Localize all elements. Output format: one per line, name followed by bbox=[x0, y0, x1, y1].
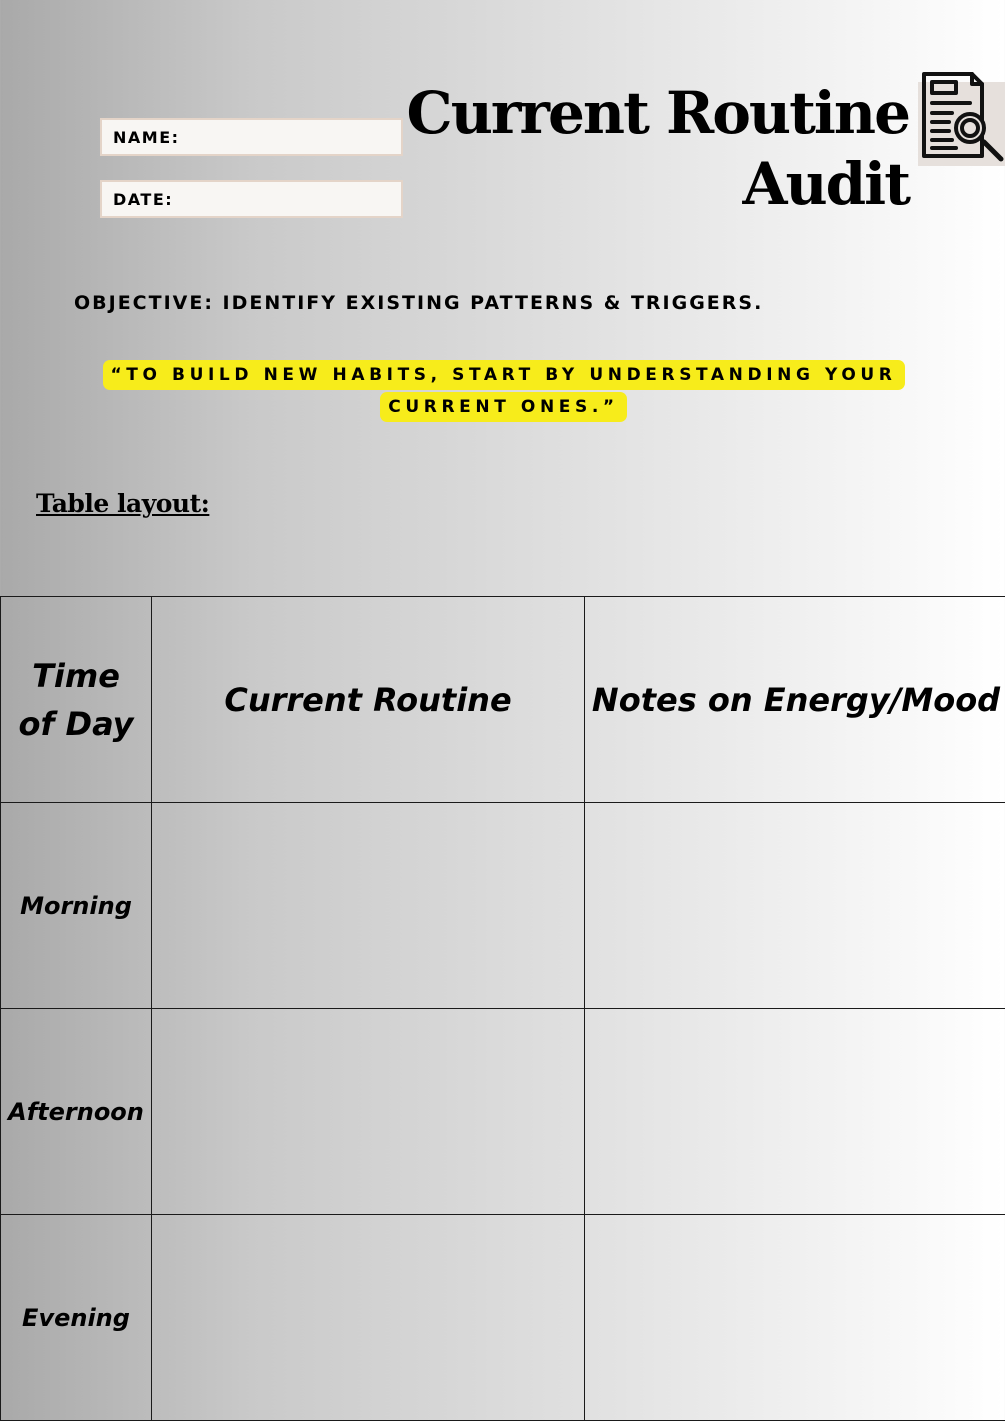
table-row bbox=[1, 803, 1005, 1009]
document-search-icon bbox=[918, 82, 1005, 166]
name-field[interactable] bbox=[100, 118, 403, 156]
date-field[interactable] bbox=[100, 180, 403, 218]
routine-cell-morning[interactable] bbox=[152, 803, 585, 1009]
notes-cell-evening[interactable] bbox=[585, 1215, 1005, 1421]
time-cell-afternoon: Afternoon bbox=[1, 1009, 152, 1215]
header-current-routine: Current Routine bbox=[152, 597, 585, 803]
page-title-line1: Current Routine bbox=[406, 79, 909, 147]
objective-text: OBJECTIVE: IDENTIFY EXISTING PATTERNS & TRIGGERS. bbox=[74, 292, 764, 314]
table-header-row bbox=[1, 597, 1005, 803]
routine-cell-evening[interactable] bbox=[152, 1215, 585, 1421]
name-label: NAME: bbox=[113, 127, 180, 147]
table-row bbox=[1, 1215, 1005, 1421]
quote-text: “TO BUILD NEW HABITS, START BY UNDERSTANDING YOUR CURRENT ONES.” bbox=[103, 360, 905, 422]
header-time-of-day: Time of Day bbox=[1, 597, 152, 803]
quote-block bbox=[46, 359, 961, 423]
routine-cell-afternoon[interactable] bbox=[152, 1009, 585, 1215]
table-row bbox=[1, 1009, 1005, 1215]
notes-cell-morning[interactable] bbox=[585, 803, 1005, 1009]
time-cell-morning: Morning bbox=[1, 803, 152, 1009]
header-notes-energy-mood: Notes on Energy/Mood bbox=[585, 597, 1005, 803]
table-layout-label: Table layout: bbox=[36, 489, 210, 518]
routine-audit-table bbox=[0, 596, 1005, 1421]
page-title-line2: Audit bbox=[742, 150, 909, 218]
notes-cell-afternoon[interactable] bbox=[585, 1009, 1005, 1215]
date-label: DATE: bbox=[113, 189, 174, 209]
time-cell-evening: Evening bbox=[1, 1215, 152, 1421]
